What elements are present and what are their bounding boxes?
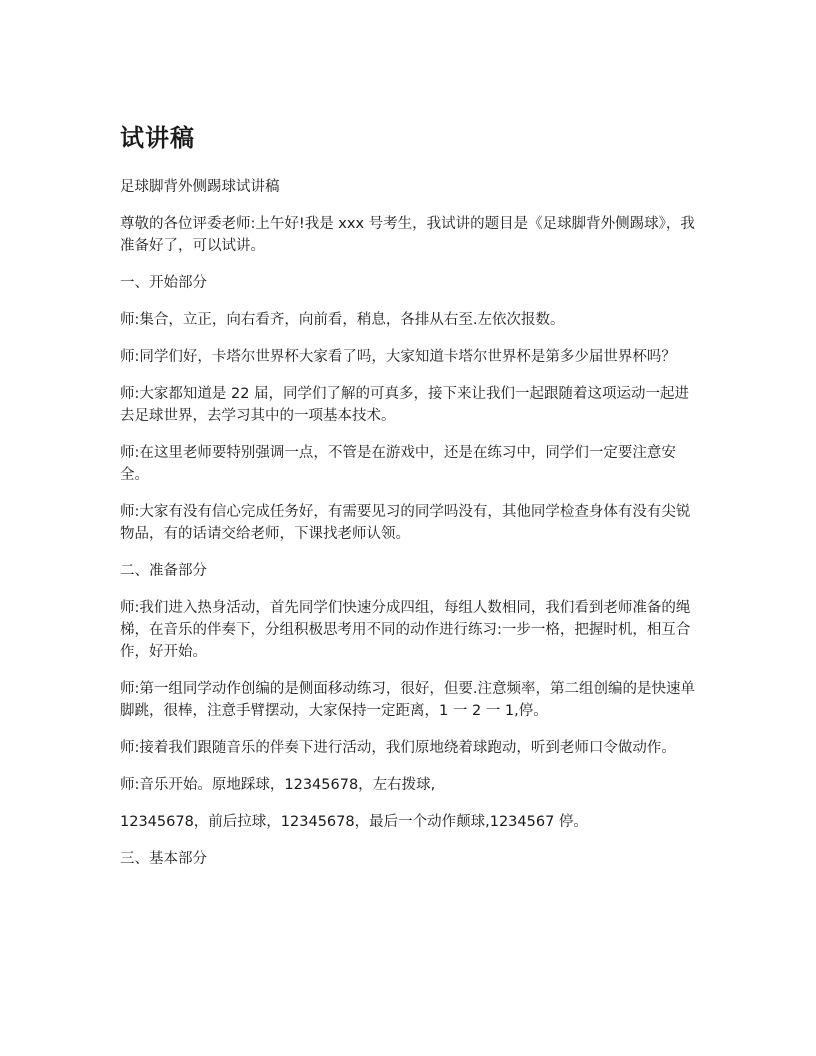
subtitle: 足球脚背外侧踢球试讲稿 xyxy=(120,179,280,195)
document-body xyxy=(120,176,700,885)
paragraph: 师:同学们好，卡塔尔世界杯大家看了吗，大家知道卡塔尔世界杯是第多少届世界杯吗？ xyxy=(120,349,676,365)
section-heading-preparation: 二、准备部分 xyxy=(120,563,207,579)
paragraph: 师:接着我们跟随音乐的伴奏下进行活动，我们原地绕着球跑动，听到老师口令做动作。 xyxy=(120,740,676,756)
page-title: 试讲稿 xyxy=(120,124,195,152)
paragraph: 师:大家有没有信心完成任务好，有需要见习的同学吗没有，其他同学检查身体有没有尖锐物品，有的话请交给老师，下课找老师认领。 xyxy=(120,504,691,542)
paragraph: 师:在这里老师要特别强调一点，不管是在游戏中，还是在练习中，同学们一定要注意安全。 xyxy=(120,445,676,483)
paragraph: 师:第一组同学动作创编的是侧面移动练习，很好，但要.注意频率，第二组创编的是快速单脚跳，很棒，注意手臂摆动，大家保持一定距离，1 一 2 一 1,停。 xyxy=(120,681,695,719)
paragraph: 师:集合，立正，向右看齐，向前看，稍息，各排从右至.左依次报数。 xyxy=(120,312,565,328)
section-heading-start: 一、开始部分 xyxy=(120,275,207,291)
paragraph: 12345678，前后拉球，12345678，最后一个动作颠球,1234567 停。 xyxy=(120,814,588,830)
paragraph: 师:大家都知道是 22 届，同学们了解的可真多，接下来让我们一起跟随着这项运动一起进去足球世界，去学习其中的一项基本技术。 xyxy=(120,386,690,424)
section-heading-basic: 三、基本部分 xyxy=(120,851,207,867)
greeting-paragraph: 尊敬的各位评委老师:上午好!我是 xxx 号考生，我试讲的题目是《足球脚背外侧踢球》，我准备好了，可以试讲。 xyxy=(120,216,695,254)
paragraph: 师:我们进入热身活动，首先同学们快速分成四组，每组人数相同，我们看到老师准备的绳梯，在音乐的伴奏下，分组积极思考用不同的动作进行练习:一步一格，把握时机，相互合作，好开始。 xyxy=(120,600,691,660)
paragraph: 师:音乐开始。原地踩球，12345678，左右拨球, xyxy=(120,777,436,793)
